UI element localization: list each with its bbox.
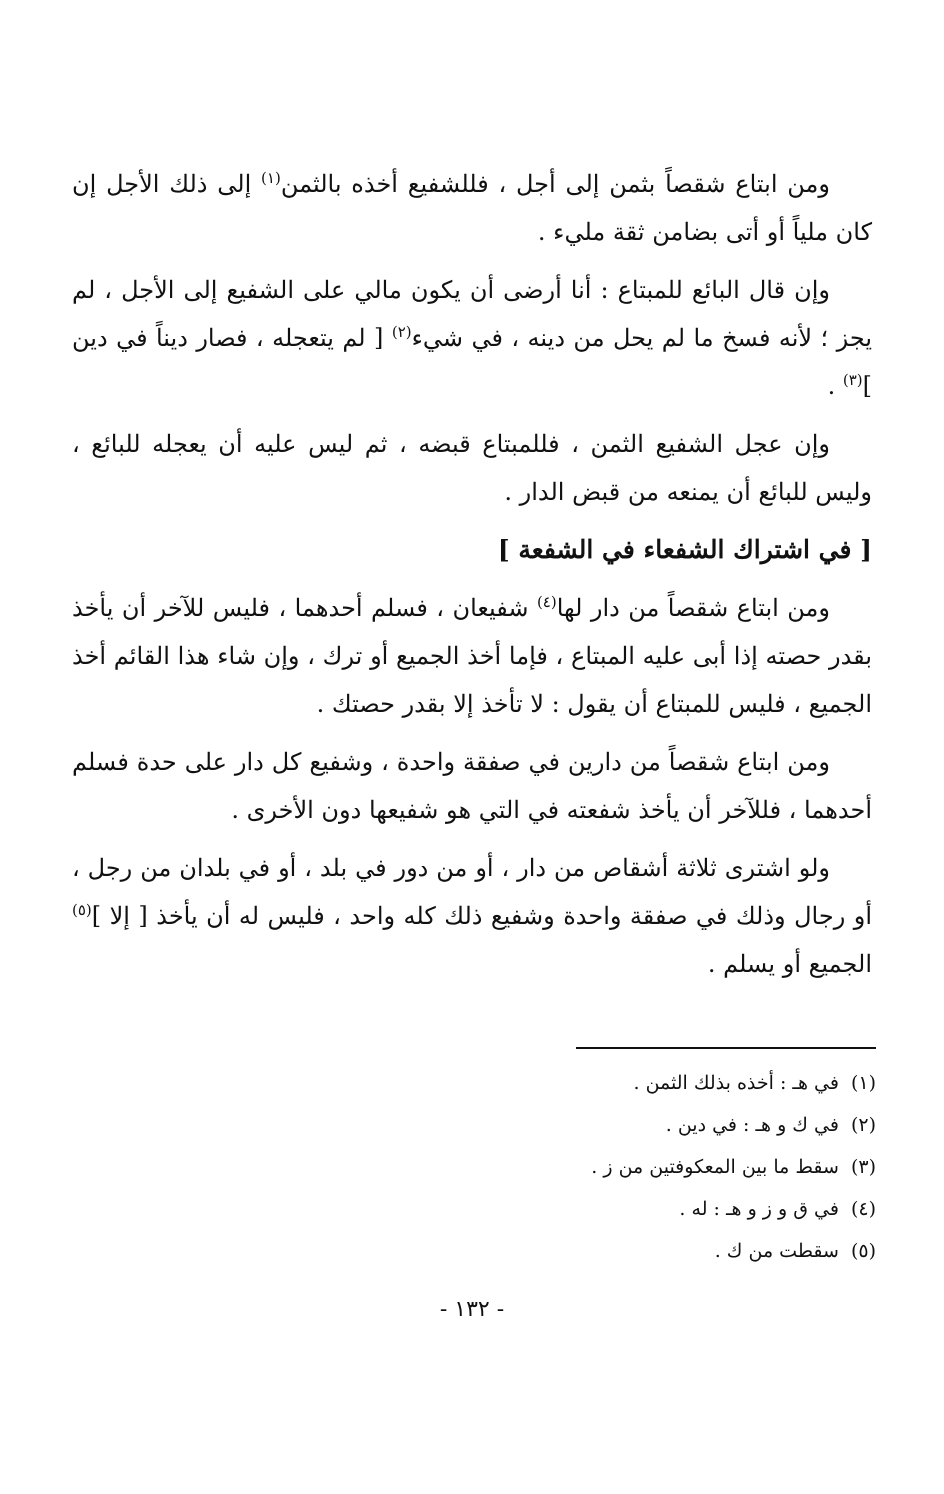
footnote-number: (٥) bbox=[850, 1240, 876, 1262]
paragraph-text: ومن ابتاع شقصاً من دارين في صفقة واحدة ، وشفيع كل دار على حدة فسلم أحدهما ، فللآخر أن يأخذ شفعته في التي هو شفيعها دون الأخرى . bbox=[72, 748, 872, 824]
paragraph-text: وإن قال البائع للمبتاع : أنا أرضى أن يكون مالي على الشفيع إلى الأجل ، لم يجز ؛ لأنه فسخ ما لم يحل من دينه ، في شيء bbox=[72, 276, 873, 352]
paragraph-two-preemptors bbox=[72, 584, 872, 728]
footnote-reference: (٢) bbox=[391, 323, 412, 341]
section-heading: [ في اشتراك الشفعاء في الشفعة ] bbox=[497, 535, 872, 564]
paragraph-deferred-price bbox=[72, 160, 872, 256]
paragraph-three-shares bbox=[72, 844, 872, 988]
footnote-number: (٣) bbox=[850, 1156, 876, 1178]
paragraph-early-payment bbox=[72, 420, 872, 516]
footnote-3 bbox=[400, 1146, 876, 1188]
page-number: - ١٣٢ - bbox=[439, 1297, 505, 1322]
paragraph-seller-proposal bbox=[72, 266, 872, 410]
footnotes bbox=[400, 1062, 876, 1272]
footnote-1 bbox=[400, 1062, 876, 1104]
paragraph-text: الجميع أو يسلم . bbox=[707, 950, 872, 978]
footnote-text: سقطت من ك . bbox=[714, 1240, 839, 1262]
paragraph-text: شفيعان ، فسلم أحدهما ، فليس للآخر أن يأخذ بقدر حصته إذا أبى عليه المبتاع ، فإما أخذ الجميع أو ترك ، وإن شاء هذا القائم أخذ الجميع ، فليس للمبتاع أن يقول : لا تأخذ إلا بقدر حصتك . bbox=[72, 594, 872, 718]
paragraph-text: ولو اشترى ثلاثة أشقاص من دار ، أو من دور في بلد ، أو في بلدان من رجل ، أو رجال وذلك في صفقة واحدة وشفيع ذلك كله واحد ، فليس له أن يأخذ [ إلا ] bbox=[72, 854, 872, 930]
footnote-2 bbox=[400, 1104, 876, 1146]
footnote-text: سقط ما بين المعكوفتين من ز . bbox=[591, 1156, 839, 1178]
paragraph-two-houses bbox=[72, 738, 872, 834]
paragraph-text: وإن عجل الشفيع الثمن ، فللمبتاع قبضه ، ثم ليس عليه أن يعجله للبائع ، وليس للبائع أن يمنعه من قبض الدار . bbox=[72, 430, 872, 506]
footnote-reference: (٤) bbox=[536, 593, 557, 611]
footnote-number: (٢) bbox=[850, 1114, 876, 1136]
paragraph-text: [ لم يتعجله ، فصار ديناً في دين ] bbox=[72, 324, 872, 400]
footnote-number: (١) bbox=[850, 1072, 876, 1094]
paragraph-text: إلى ذلك الأجل إن كان ملياً أو أتى بضامن ثقة مليء . bbox=[72, 170, 872, 246]
footnote-5 bbox=[400, 1230, 876, 1272]
footnote-text: في ق و ز و هـ : له . bbox=[679, 1198, 839, 1220]
paragraph-text: . bbox=[827, 372, 843, 400]
footnote-4 bbox=[400, 1188, 876, 1230]
footnote-reference: (١) bbox=[261, 169, 281, 187]
footnote-text: في هـ : أخذه بذلك الثمن . bbox=[633, 1072, 839, 1094]
footnote-reference: (٥) bbox=[72, 901, 92, 919]
footnote-number: (٤) bbox=[850, 1198, 876, 1220]
paragraph-text: ومن ابتاع شقصاً من دار لها bbox=[556, 594, 831, 622]
paragraph-text: ومن ابتاع شقصاً بثمن إلى أجل ، فللشفيع أخذه بالثمن bbox=[280, 170, 830, 198]
footnote-separator bbox=[576, 1047, 876, 1049]
main-text bbox=[72, 160, 872, 998]
footnote-reference: (٣) bbox=[842, 371, 863, 389]
footnote-text: في ك و هـ : في دين . bbox=[665, 1114, 839, 1136]
